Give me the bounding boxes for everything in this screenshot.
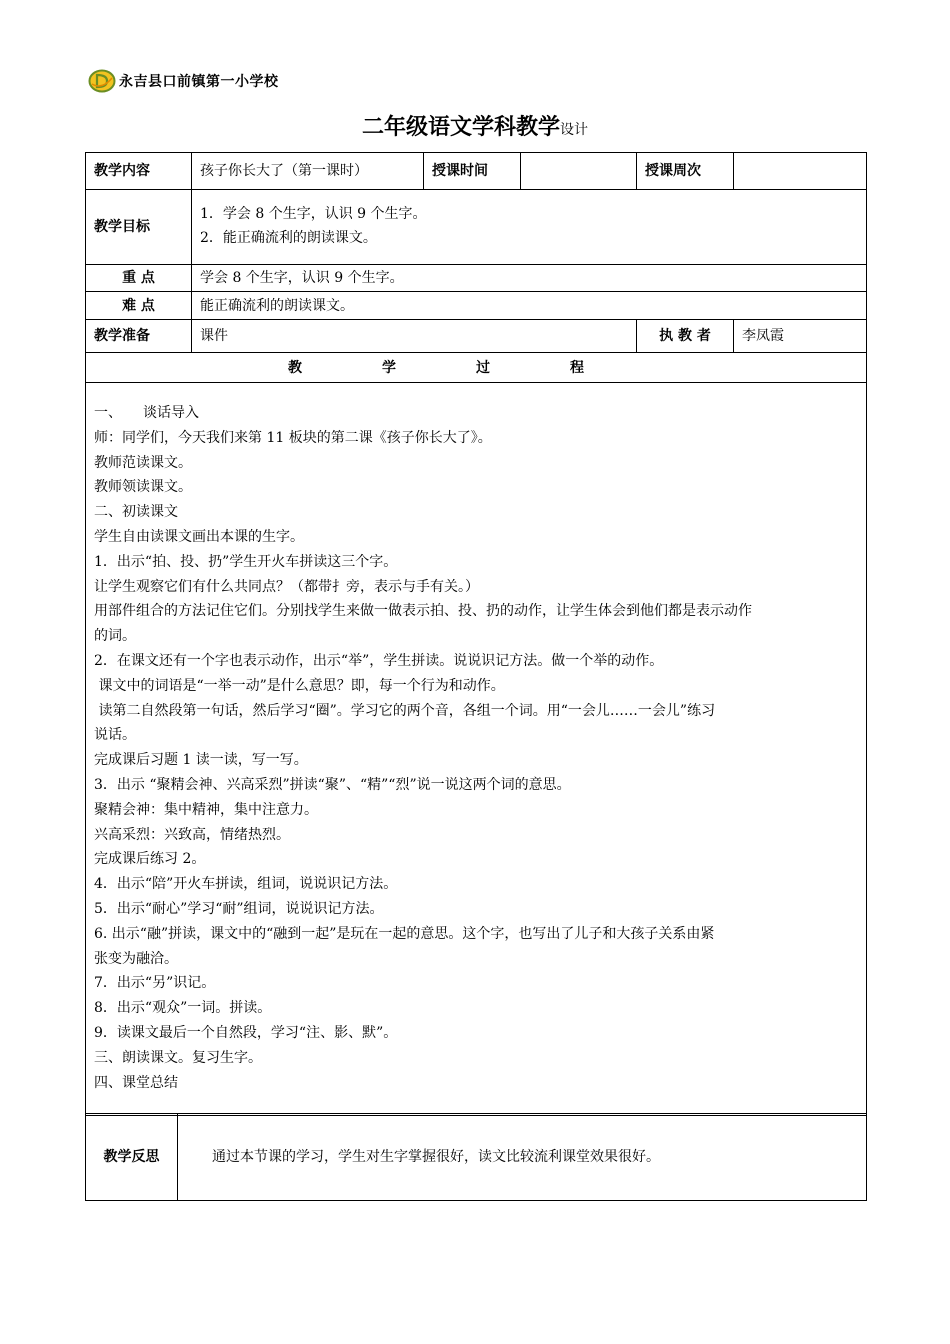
difficult-label: 难 点 [86,292,192,320]
process-body [86,383,867,1116]
process-line: 读第二自然段第一句话，然后学习“圈”。学习它的两个音，各组一个词。用“一会儿……一会儿”练习 [94,702,716,719]
row-goals [86,190,867,265]
row-process [86,383,867,1116]
teacher-label: 执 教 者 [637,320,734,353]
process-line: 用部件组合的方法记住它们。分别找学生来做一做表示拍、投、扔的动作，让学生体会到他们都是表示动作 [94,603,752,620]
process-line: 完成课后习题 1 读一读，写一写。 [94,752,308,769]
key-value: 学会 8 个生字，认识 9 个生字。 [192,265,867,292]
process-line: 四、课堂总结 [94,1074,178,1091]
process-line: 二、初读课文 [94,504,178,521]
process-line: 2．在课文还有一个字也表示动作，出示“举”，学生拼读。说说识记方法。做一个举的动作。 [94,652,664,669]
key-label: 重 点 [86,265,192,292]
reflection-text: 通过本节课的学习，学生对生字掌握很好，读文比较流利课堂效果很好。 [178,1114,867,1201]
teacher-value: 李凤霞 [734,320,867,353]
title-main: 二年级语文学科教学 [361,115,560,140]
goal-item: 1．学会 8 个生字，认识 9 个生字。 [200,206,427,222]
process-line: 师：同学们，今天我们来第 11 板块的第二课《孩子你长大了》。 [94,429,492,446]
goals-label: 教学目标 [86,190,192,265]
prep-label: 教学准备 [86,320,192,353]
reflection-table [85,1113,867,1201]
process-line: 教师领读课文。 [94,479,192,496]
goals-value [192,190,867,265]
row-difficulty [86,292,867,320]
process-line: 7．出示“另”识记。 [94,975,216,992]
process-line: 9．读课文最后一个自然段，学习“注、影、默”。 [94,1024,398,1041]
school-name: 永吉县口前镇第一小学校 [119,74,279,90]
reflection-label: 教学反思 [86,1114,178,1201]
row-key-point [86,265,867,292]
prep-value: 课件 [192,320,637,353]
process-line: 4．出示“陪”开火车拼读，组词，说说识记方法。 [94,876,398,893]
goal-item: 2．能正确流利的朗读课文。 [200,230,377,246]
process-line: 张变为融洽。 [94,950,178,967]
process-line: 教师范读课文。 [94,454,192,471]
time-value [521,153,637,190]
process-line: 8．出示“观众”一词。拼读。 [94,1000,272,1017]
process-line: 让学生观察它们有什么共同点？（都带扌旁，表示与手有关。） [94,578,479,595]
week-label: 授课周次 [637,153,734,190]
week-value [734,153,867,190]
process-line: 三、朗读课文。复习生字。 [94,1049,262,1066]
time-label: 授课时间 [424,153,521,190]
row-reflection [86,1114,867,1201]
process-line: 1．出示“拍、投、扔”学生开火车拼读这三个字。 [94,553,398,570]
content-label: 教学内容 [86,153,192,190]
school-logo-icon [88,69,116,93]
process-line: 说话。 [94,727,136,744]
process-line: 兴高采烈：兴致高，情绪热烈。 [94,826,290,843]
process-line: 6. 出示“融”拼读，课文中的“融到一起”是玩在一起的意思。这个字，也写出了儿子和大孩子关系由紧 [94,925,715,942]
process-line: 3．出示 “聚精会神、兴高采烈”拼读“聚”、“精”“烈”说一说这两个词的意思。 [94,776,571,793]
page-header [88,66,279,96]
process-line: 5．出示“耐心”学习“耐”组词，说说识记方法。 [94,900,384,917]
process-line: 一、 谈话导入 [94,405,199,421]
process-line: 课文中的词语是“一举一动”是什么意思？即，每一个行为和动作。 [94,677,505,694]
lesson-plan-table [85,152,867,1116]
title-sub: 设计 [560,122,588,138]
difficult-value: 能正确流利的朗读课文。 [192,292,867,320]
process-line: 的词。 [94,628,136,645]
process-line: 聚精会神：集中精神，集中注意力。 [94,801,318,818]
process-line: 完成课后练习 2。 [94,851,206,868]
process-heading: 教学过程 [86,353,867,383]
document-title [0,114,950,144]
process-line: 学生自由读课文画出本课的生字。 [94,528,304,545]
content-value: 孩子你长大了（第一课时） [192,153,424,190]
row-content [86,153,867,190]
row-process-heading [86,353,867,383]
row-preparation [86,320,867,353]
